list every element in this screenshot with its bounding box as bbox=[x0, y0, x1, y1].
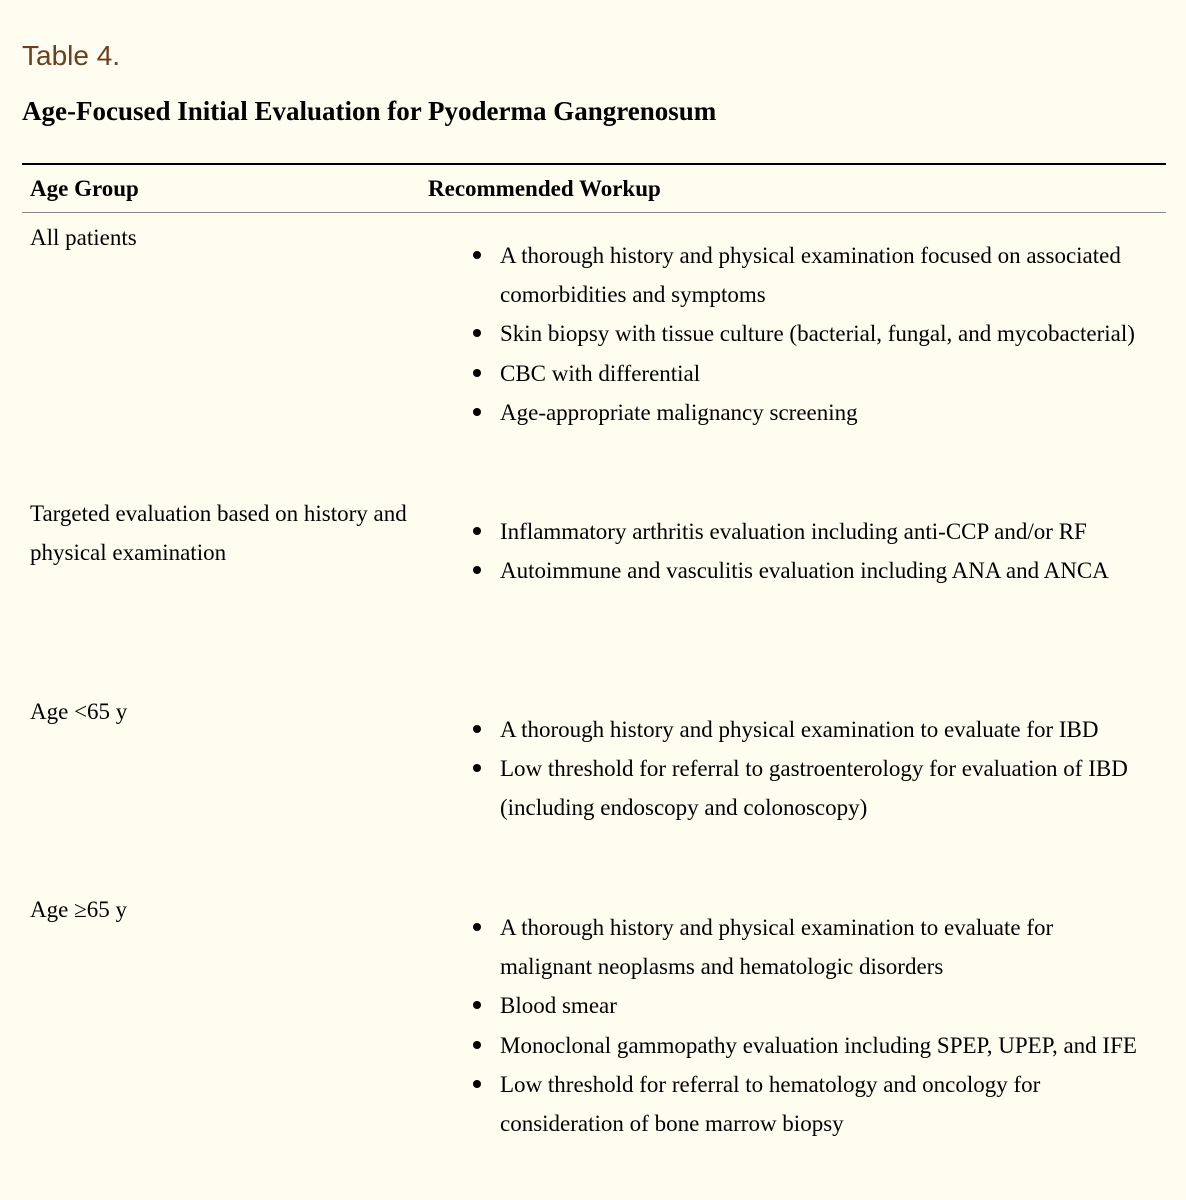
bullet-icon bbox=[473, 1080, 481, 1088]
bullet-icon bbox=[473, 408, 481, 416]
workup-item: Inflammatory arthritis evaluation including anti-CCP and/or RF bbox=[500, 512, 1150, 551]
bullet-icon bbox=[473, 923, 481, 931]
workup-item: Autoimmune and vasculitis evaluation including ANA and ANCA bbox=[500, 551, 1150, 590]
age-group-cell: Age <65 y bbox=[30, 699, 128, 724]
bullet-icon bbox=[473, 764, 481, 772]
workup-list bbox=[500, 908, 1150, 1143]
age-group-cell: Targeted evaluation based on history and physical examination bbox=[30, 501, 407, 565]
bullet-icon bbox=[473, 1001, 481, 1009]
bullet-icon bbox=[473, 251, 481, 259]
bullet-icon bbox=[473, 527, 481, 535]
bullet-icon bbox=[473, 566, 481, 574]
bullet-icon bbox=[473, 1041, 481, 1049]
age-group-cell: Age ≥65 y bbox=[30, 897, 127, 922]
workup-item: A thorough history and physical examination to evaluate for malignant neoplasms and hematologic disorders bbox=[500, 908, 1150, 986]
workup-item: Low threshold for referral to gastroenterology for evaluation of IBD (including endoscopy and colonoscopy) bbox=[500, 749, 1150, 827]
workup-item: CBC with differential bbox=[500, 354, 1150, 393]
workup-item: A thorough history and physical examination to evaluate for IBD bbox=[500, 710, 1150, 749]
workup-item: Monoclonal gammopathy evaluation including SPEP, UPEP, and IFE bbox=[500, 1026, 1150, 1065]
header-recommended-workup: Recommended Workup bbox=[428, 176, 661, 201]
bullet-icon bbox=[473, 725, 481, 733]
workup-item: Skin biopsy with tissue culture (bacterial, fungal, and mycobacterial) bbox=[500, 314, 1150, 353]
workup-list bbox=[500, 512, 1150, 590]
table-label: Table 4. bbox=[22, 40, 121, 71]
workup-item: Age-appropriate malignancy screening bbox=[500, 393, 1150, 432]
workup-item: A thorough history and physical examination focused on associated comorbidities and symptoms bbox=[500, 236, 1150, 314]
workup-item: Blood smear bbox=[500, 986, 1150, 1025]
table-header-rule bbox=[22, 212, 1166, 213]
bullet-icon bbox=[473, 329, 481, 337]
workup-item: Low threshold for referral to hematology and oncology for consideration of bone marrow biopsy bbox=[500, 1065, 1150, 1143]
age-group-cell: All patients bbox=[30, 225, 137, 250]
bullet-icon bbox=[473, 369, 481, 377]
header-age-group: Age Group bbox=[30, 176, 139, 201]
workup-list bbox=[500, 710, 1150, 828]
table-title: Age-Focused Initial Evaluation for Pyoderma Gangrenosum bbox=[22, 96, 717, 126]
table-top-rule bbox=[22, 163, 1166, 165]
workup-list bbox=[500, 236, 1150, 432]
